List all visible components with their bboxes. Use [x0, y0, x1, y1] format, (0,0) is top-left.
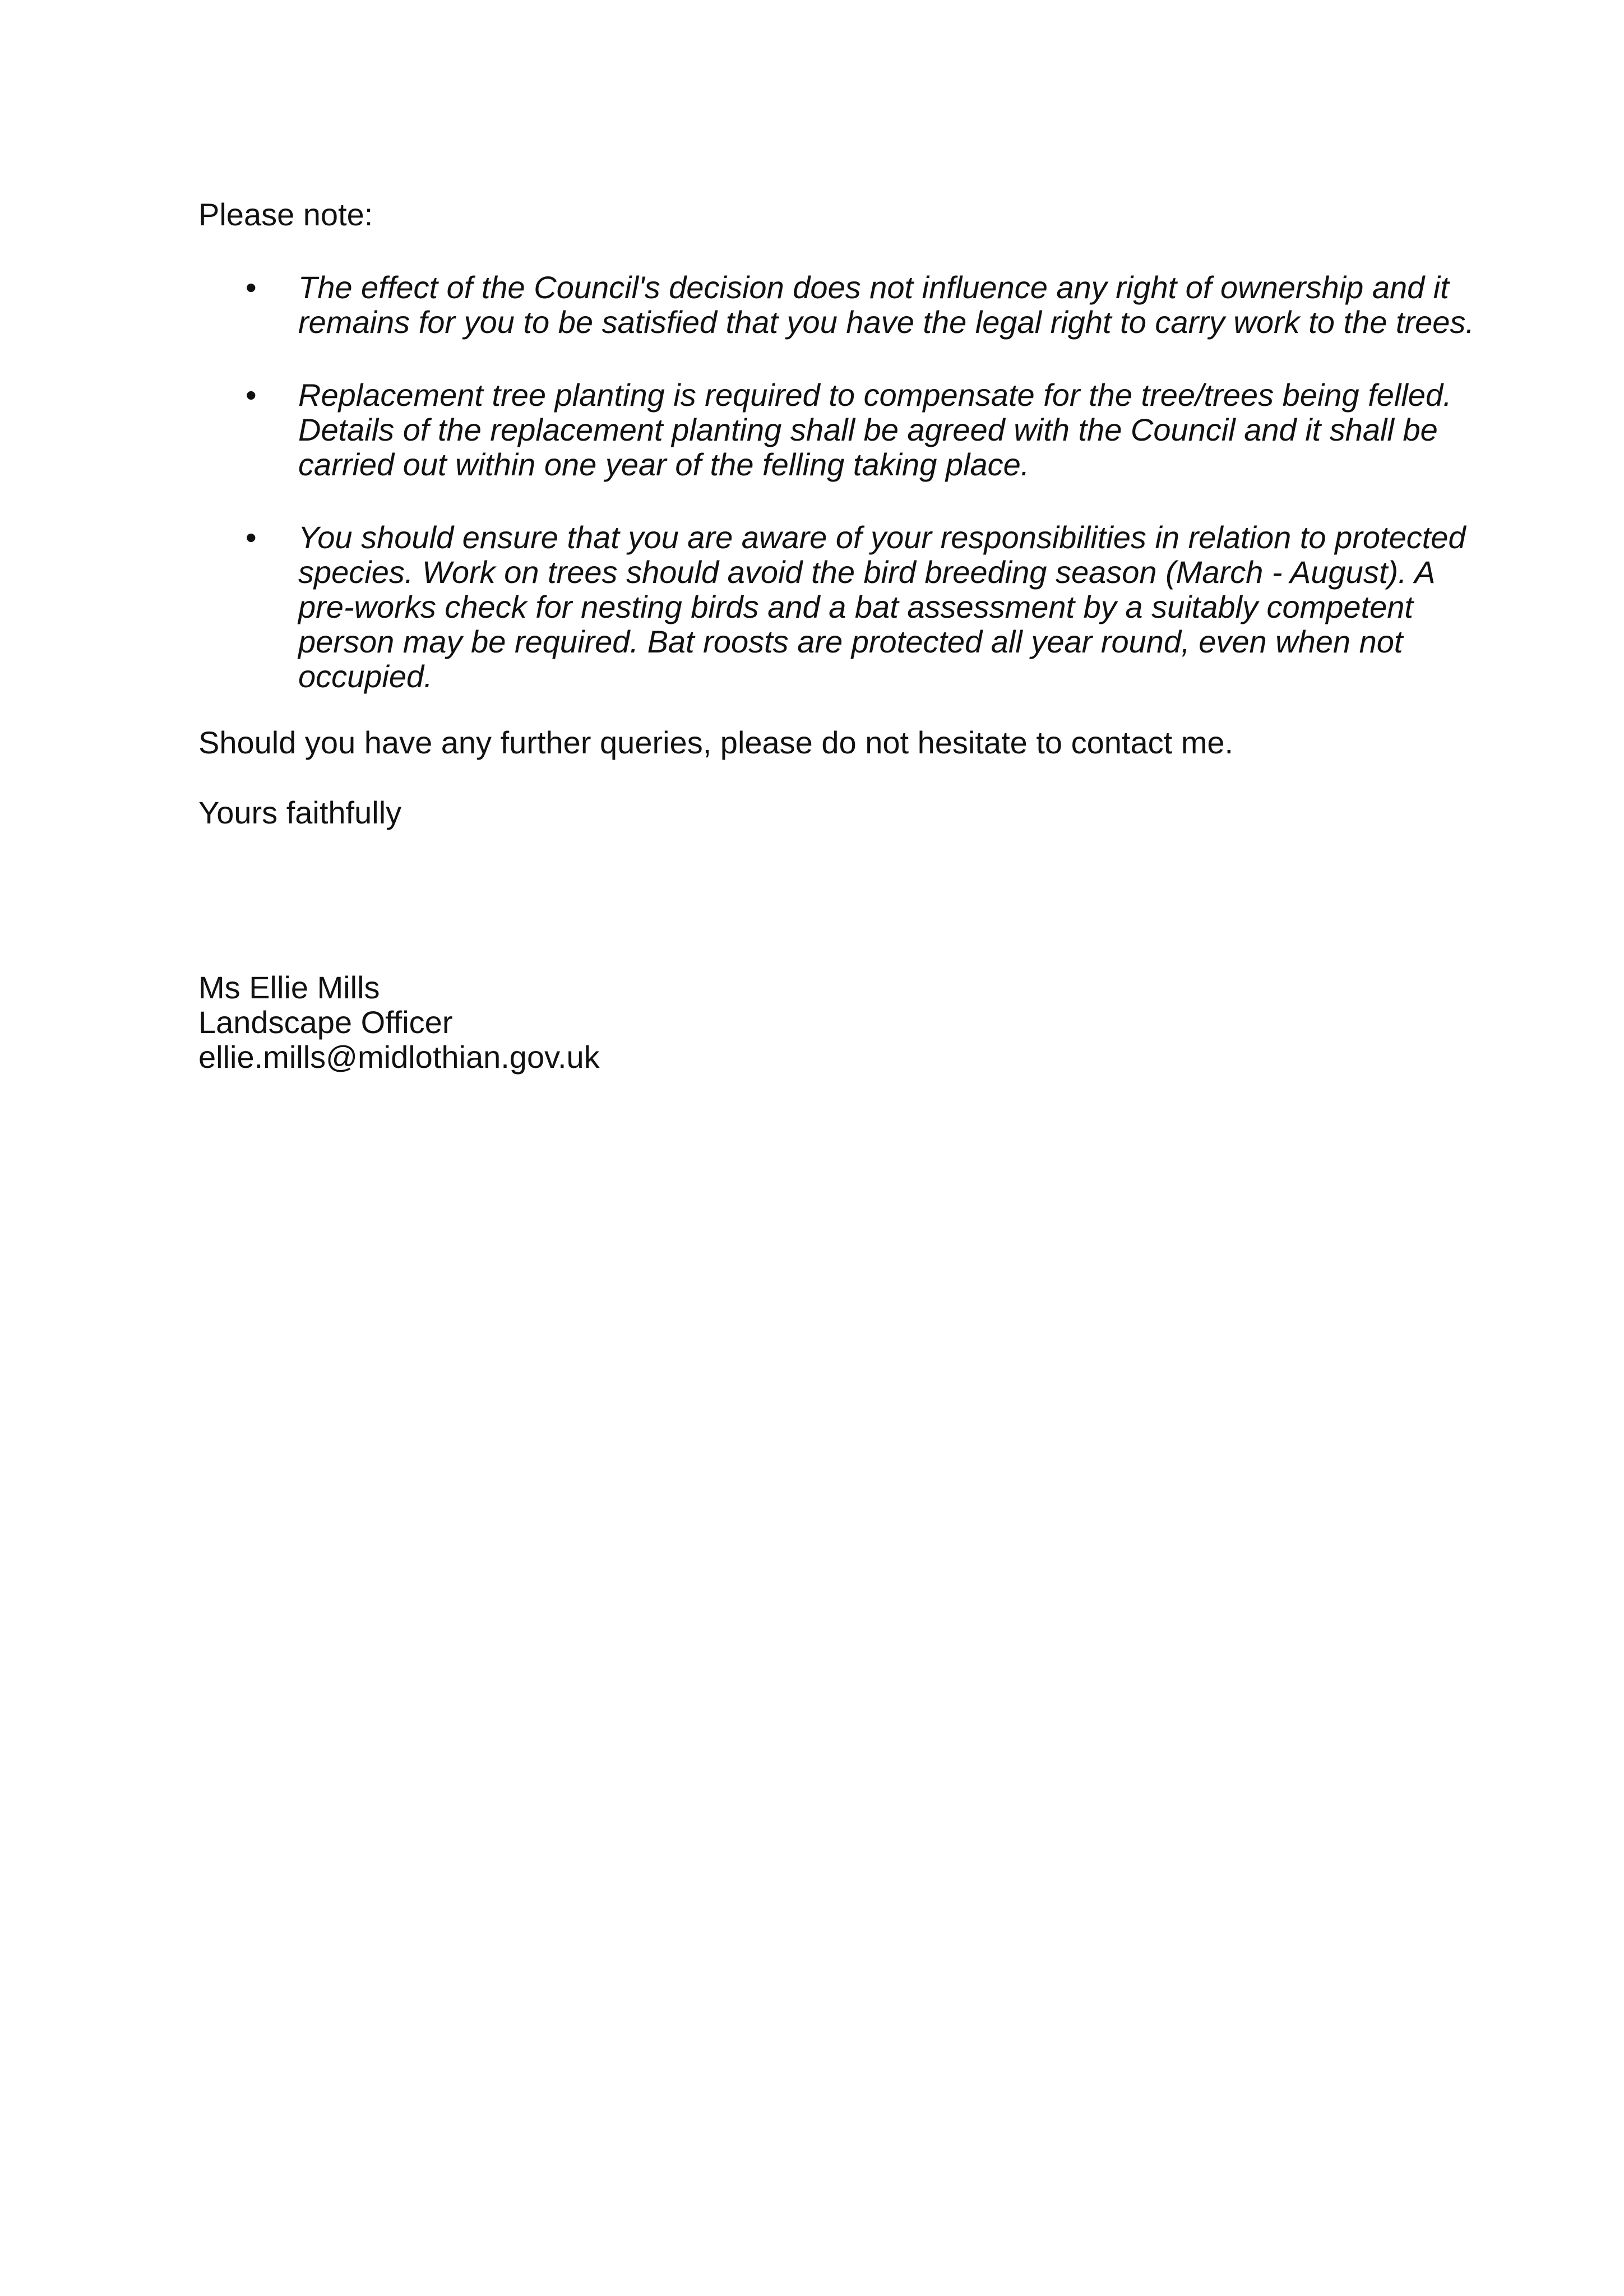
signer-email: ellie.mills@midlothian.gov.uk [198, 1039, 600, 1075]
signer-name: Ms Ellie Mills [198, 970, 380, 1005]
note-item-protected-species [198, 520, 1488, 694]
note-text: You should ensure that you are aware of your responsibilities in relation to protected species. Work on trees should avoid the bird breeding season (March - August). A pre-works check for nesting birds and a bat assessment by a suitably competent person may be required. Bat roosts are protected all year round, even when not occupied. [298, 520, 1466, 694]
bullet-icon: • [246, 520, 257, 555]
note-text: The effect of the Council's decision does not influence any right of ownership and it remains for you to be satisfied that you have the legal right to carry work to the trees. [298, 270, 1474, 340]
bullet-icon: • [246, 377, 257, 413]
intro-text: Please note: [198, 197, 373, 232]
bullet-icon: • [246, 270, 257, 305]
note-text: Replacement tree planting is required to compensate for the tree/trees being felled. Details of the replacement planting shall be agreed with the Council and it shall be carried out within one year of the felling taking place. [298, 377, 1452, 482]
signoff-text: Yours faithfully [198, 795, 402, 830]
note-item-ownership [198, 270, 1488, 340]
signer-title: Landscape Officer [198, 1004, 453, 1040]
note-list [198, 270, 1488, 694]
note-item-replacement-planting [198, 378, 1488, 482]
signature-block [198, 970, 600, 1075]
closing-text: Should you have any further queries, please do not hesitate to contact me. [198, 725, 1234, 760]
